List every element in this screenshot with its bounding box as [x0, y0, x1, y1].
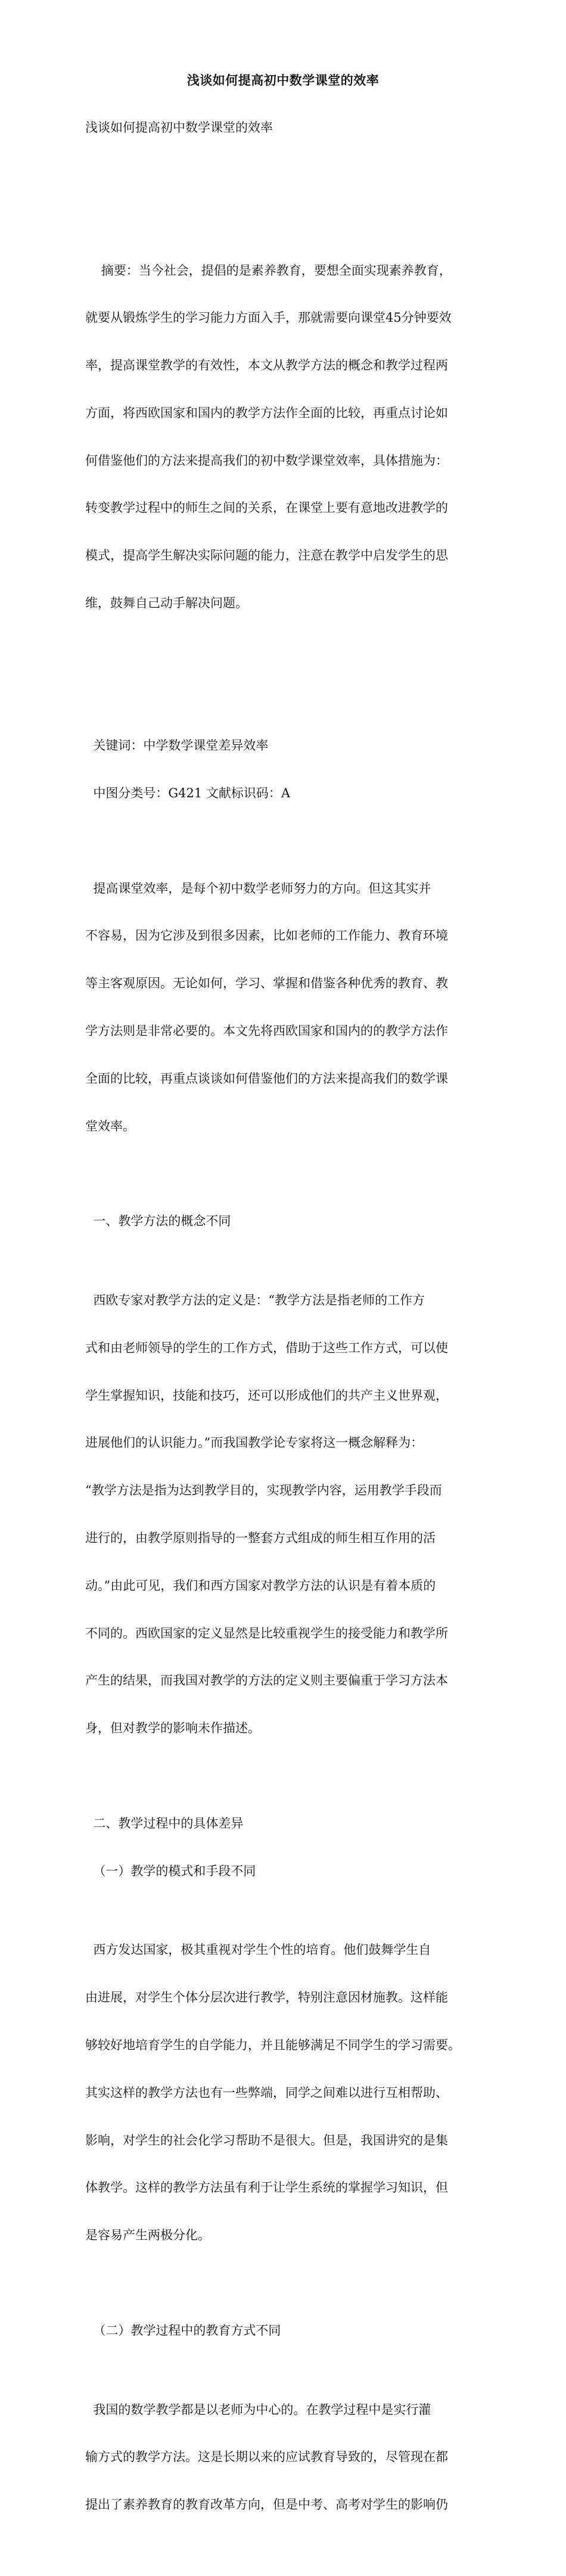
document-body	[85, 88, 490, 2576]
abstract-line: 率，提高课堂教学的有效性，本文从教学方法的概念和教学过程两	[85, 358, 448, 373]
abstract-line: 模式，提高学生解决实际问题的能力，注意在教学中启发学生的思	[85, 548, 448, 563]
intro-line: 全面的比较，再重点谈谈如何借鉴他们的方法来提高我们的数学课	[85, 1071, 448, 1086]
subsection-heading: （一）教学的模式和手段不同	[85, 1863, 256, 1878]
section1-line: 西欧专家对教学方法的定义是：“教学方法是指老师的工作方	[85, 1293, 425, 1308]
intro-line: 学方法则是非常必要的。本文先将西欧国家和国内的的教学方法作	[85, 1024, 448, 1039]
section1-paragraph	[85, 1261, 490, 1768]
subsection1-paragraph	[85, 1910, 490, 2275]
section1-line: 进展他们的认识能力。”而我国教学论专家将这一概念解释为：	[85, 1435, 424, 1450]
subsection1-line: 是容易产生两极分化。	[85, 2228, 210, 2243]
section1-line: 进行的，由教学原则指导的一整套方式组成的师生相互作用的活	[85, 1531, 436, 1546]
intro-line: 堂效率。	[85, 1118, 135, 1133]
section1-line: 身，但对教学的影响未作描述。	[85, 1721, 260, 1736]
abstract-line: 何借鉴他们的方法来提高我们的初中数学课堂效率，具体措施为：	[85, 453, 448, 468]
abstract-line: 转变教学过程中的师生之间的关系，在课堂上要有意地改进教学的	[85, 501, 448, 515]
intro-paragraph	[85, 849, 490, 1166]
subsection1-line: 由进展，对学生个体分层次进行教学，特别注意因材施教。这样能	[85, 1990, 448, 2005]
intro-line: 提高课堂效率，是每个初中数学老师努力的方向。但这其实并	[85, 881, 431, 896]
blank-line	[85, 691, 490, 707]
subsection1-line: 体教学。这样的教学方法虽有利于让学生系统的掌握学习知识，但	[85, 2180, 448, 2195]
intro-line: 不容易，因为它涉及到很多因素，比如老师的工作能力、教育环境	[85, 928, 448, 943]
abstract-line: 方面，将西欧国家和国内的教学方法作全面的比较，再重点讨论如	[85, 405, 448, 420]
section1-line: “教学方法是指为达到教学目的，实现教学内容，运用教学手段而	[85, 1483, 442, 1498]
section1-line: 学生掌握知识，技能和技巧，还可以形成他们的共产主义世界观，	[85, 1388, 448, 1403]
abstract-line: 摘要：当今社会，提倡的是素养教育，要想全面实现素养教育，	[85, 263, 452, 278]
abstract-line: 维，鼓舞自己动手解决问题。	[85, 596, 248, 610]
subsection1-line: 西方发达国家，极其重视对学生个性的培育。他们鼓舞学生自	[85, 1943, 431, 1957]
intro-line: 等主客观原因。无论如何，学习、掌握和借鉴各种优秀的教育、教	[85, 976, 448, 991]
section1-line: 动。”由此可见，我们和西方国家对教学方法的认识是有着本质的	[85, 1578, 436, 1593]
section1-line: 不同的。西欧国家的定义显然是比较重视学生的接受能力和教学所	[85, 1626, 448, 1640]
subtitle-line: 浅谈如何提高初中数学课堂的效率	[85, 120, 273, 135]
section-heading: 一、教学方法的概念不同	[85, 1214, 231, 1229]
section1-line: 产生的结果，而我国对教学的方法的定义则主要偏重于学习方法本	[85, 1673, 448, 1688]
keywords-line: 关键词：中学数学课堂差异效率	[85, 738, 269, 753]
subsection2-line: 输方式的教学方法。这是长期以来的应试教育导致的，尽管现在都	[85, 2450, 448, 2465]
section-heading: 二、教学过程中的具体差异	[85, 1816, 244, 1831]
abstract-line: 就要从锻炼学生的学习能力方面入手，那就需要向课堂45分钟要效	[85, 310, 452, 325]
subsection-heading: （二）教学过程中的教育方式不同	[85, 2323, 281, 2338]
document-title: 浅谈如何提高初中数学课堂的效率	[186, 73, 380, 88]
classification-line: 中图分类号：G421 文献标识码：A	[85, 786, 291, 801]
subsection1-line: 其实这样的教学方法也有一些弊端，同学之间难以进行互相帮助、	[85, 2085, 448, 2100]
subsection2-line: 我国的数学教学都是以老师为中心的。在教学过程中是实行灌	[85, 2402, 431, 2417]
subsection1-line: 够较好地培育学生的自学能力，并且能够满足不同学生的学习需要。	[85, 2038, 461, 2053]
subsection2-paragraph	[85, 2370, 490, 2545]
subsection2-line: 提出了素养教育的教育改革方向，但是中考、高考对学生的影响仍	[85, 2497, 448, 2512]
blank-line	[85, 167, 490, 184]
abstract-paragraph	[85, 231, 490, 642]
section1-line: 式和由老师领导的学生的工作方式，借助于这些工作方式，可以使	[85, 1340, 448, 1355]
subsection1-line: 影响，对学生的社会化学习帮助不是很大。但是，我国讲究的是集	[85, 2133, 448, 2148]
